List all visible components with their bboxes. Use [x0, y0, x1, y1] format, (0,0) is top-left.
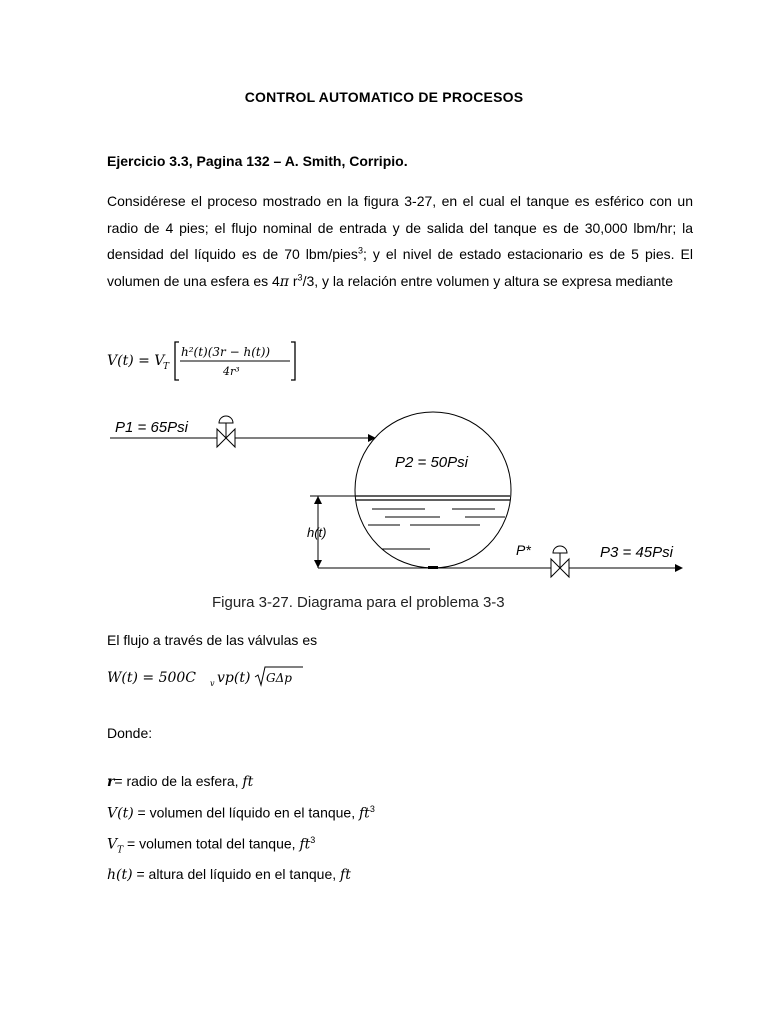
p1-label: P1 = 65Psi: [115, 419, 188, 436]
definition-vt: [107, 835, 315, 855]
flow-intro: El flujo a través de las válvulas es: [107, 632, 318, 648]
definition-unit: ft: [359, 805, 370, 822]
paragraph-sup-1: 3: [357, 245, 363, 256]
left-bracket: [175, 342, 179, 380]
definition-text: = altura del líquido en el tanque,: [132, 866, 341, 882]
volume-eq-lhs: V(t) = V: [107, 353, 165, 369]
definition-r: [107, 773, 253, 790]
p2-label: P2 = 50Psi: [395, 454, 468, 471]
pi-symbol: π: [279, 273, 289, 290]
h-arrow-down: [314, 560, 322, 568]
diagram-svg: [100, 408, 700, 588]
p3-label: P3 = 45Psi: [600, 544, 673, 561]
outlet-valve: [551, 546, 569, 577]
paragraph-text-3: r: [288, 272, 298, 289]
paragraph-sup-2: 3: [297, 271, 303, 282]
p-star-label: P*: [516, 542, 531, 558]
flow-eq-sub: v: [210, 679, 215, 688]
volume-eq-numerator: h²(t)(3r − h(t)): [181, 345, 271, 359]
outlet-arrowhead: [675, 564, 683, 572]
paragraph-text-4: /3, y la relación entre volumen y altura se expresa mediante: [302, 272, 673, 289]
volume-equation: [107, 338, 307, 389]
definition-unit: ft: [299, 836, 311, 853]
definition-unit-sup: 3: [369, 804, 375, 814]
paragraph-text-2: ; y el nivel de estado estacionario es de 5 pies. El volumen de una esfera es 4: [107, 246, 693, 289]
flow-eq-mid: vp(t): [217, 670, 251, 686]
problem-paragraph: [107, 188, 693, 295]
definition-h: [107, 866, 351, 883]
flow-eq-lhs: W(t) = 500C: [107, 670, 197, 686]
right-bracket: [291, 342, 295, 380]
h-arrow-up: [314, 496, 322, 504]
flow-equation-graphic: [107, 664, 307, 690]
definition-unit-sup: 3: [310, 835, 316, 845]
definition-symbol: h(t): [107, 867, 133, 883]
definition-text: = volumen total del tanque,: [123, 835, 300, 852]
definition-text: = volumen del líquido en el tanque,: [133, 804, 359, 821]
definition-v: [107, 804, 375, 822]
exercise-heading: Ejercicio 3.3, Pagina 132 – A. Smith, Corripio.: [107, 153, 408, 169]
paragraph-text-1: Considérese el proceso mostrado en la figura 3-27, en el cual el tanque es esférico con un radio de 4 pies; el flujo nominal de entrada y de salida del tanque es de 30,000 lbm/hr; la densidad del líquido es de 70 lbm/pies: [107, 193, 693, 262]
inlet-valve: [217, 416, 235, 447]
flow-equation: [107, 664, 307, 693]
definition-symbol: r: [107, 774, 115, 790]
volume-equation-graphic: [107, 338, 307, 384]
figure-caption: Figura 3-27. Diagrama para el problema 3-3: [212, 594, 505, 611]
definition-unit: ft: [340, 867, 351, 883]
process-diagram: [100, 408, 700, 593]
definition-unit: ft: [242, 774, 254, 790]
definition-symbol-sub: T: [117, 845, 124, 856]
h-label: h(t): [307, 525, 327, 540]
donde-label: Donde:: [107, 725, 153, 741]
spherical-tank: [355, 412, 511, 568]
volume-eq-lhs-sub: T: [163, 362, 170, 372]
volume-eq-denominator: 4r³: [223, 365, 240, 378]
definition-symbol: V(t): [107, 805, 134, 822]
flow-eq-sqrt-arg: GΔp: [266, 671, 292, 685]
document-title: CONTROL AUTOMATICO DE PROCESOS: [244, 89, 524, 105]
definition-symbol: V: [107, 836, 118, 853]
definition-text: = radio de la esfera,: [114, 773, 243, 789]
